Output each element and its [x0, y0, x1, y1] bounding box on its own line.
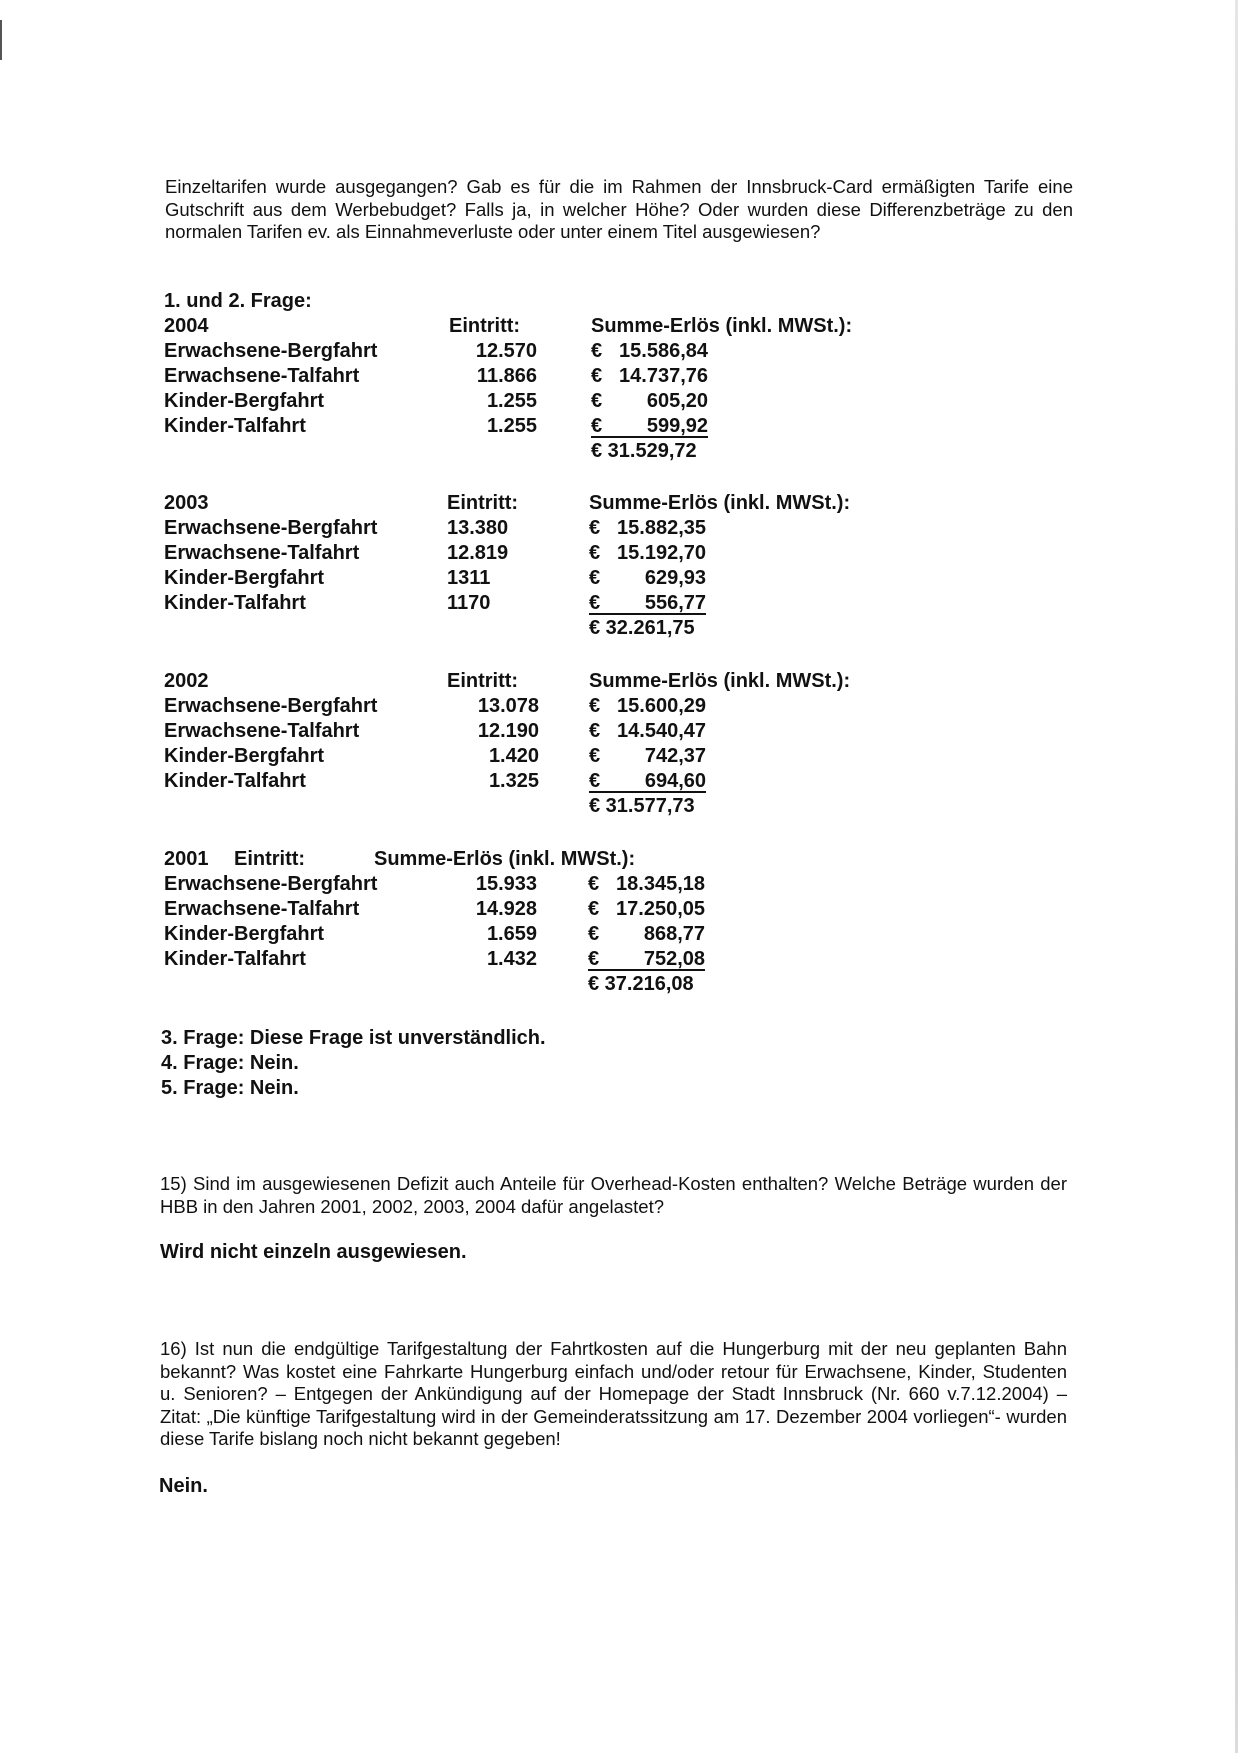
table-row — [162, 364, 922, 389]
row-currency: € — [588, 898, 600, 920]
sum-header: Summe-Erlös (inkl. MWSt.): — [589, 670, 851, 692]
intro-paragraph: Einzeltarifen wurde ausgegangen? Gab es für die im Rahmen der Innsbruck-Card ermäßigten Tarife eine Gutschrift aus dem Werbebudget? Falls ja, in welcher Höhe? Oder wurden diese Differenzbeträge zu den normalen Tarifen ev. als Einnahmeverluste oder unter einem Titel ausgewiesen? — [165, 176, 1073, 242]
row-amount: 14.737,76 — [619, 365, 708, 387]
year-header-row — [162, 669, 922, 694]
row-label: Erwachsene-Talfahrt — [164, 898, 360, 920]
table-row — [162, 516, 922, 541]
total-row — [162, 439, 922, 464]
year-label: 2001 — [164, 848, 209, 870]
row-count: 12.570 — [475, 340, 537, 362]
row-label: Kinder-Talfahrt — [164, 592, 306, 614]
row-amount: 15.586,84 — [619, 340, 708, 362]
entry-header: Eintritt: — [447, 492, 519, 514]
row-currency: € — [588, 873, 600, 895]
row-label: Kinder-Bergfahrt — [164, 567, 325, 589]
row-currency: € — [588, 923, 600, 945]
question-15: 15) Sind im ausgewiesenen Defizit auch Anteile für Overhead-Kosten enthalten? Welche Beträge wurden der HBB in den Jahren 2001, 2002, 2003, 2004 dafür angelastet? — [160, 1173, 1067, 1217]
row-label: Kinder-Bergfahrt — [164, 923, 325, 945]
year-block-2001 — [162, 847, 922, 997]
row-count: 12.190 — [477, 720, 539, 742]
row-currency: € — [589, 695, 601, 717]
row-money — [589, 769, 706, 793]
entry-header: Eintritt: — [449, 315, 521, 337]
row-amount: 868,77 — [643, 923, 705, 945]
row-count: 1.255 — [486, 415, 537, 437]
year-label: 2002 — [164, 670, 209, 692]
row-amount: 14.540,47 — [617, 720, 706, 742]
table-row — [162, 389, 922, 414]
sum-header: Summe-Erlös (inkl. MWSt.): — [589, 492, 851, 514]
year-label: 2004 — [164, 315, 209, 337]
row-amount: 629,93 — [644, 567, 706, 589]
year-header-row — [162, 314, 922, 339]
row-label: Kinder-Talfahrt — [164, 948, 306, 970]
row-count: 13.078 — [477, 695, 539, 717]
table-row — [162, 719, 922, 744]
row-amount: 15.600,29 — [617, 695, 706, 717]
row-label: Erwachsene-Talfahrt — [164, 720, 360, 742]
row-currency: € — [588, 948, 600, 970]
row-label: Erwachsene-Bergfahrt — [164, 340, 378, 362]
total-amount: € 31.529,72 — [591, 440, 697, 462]
answer-q5: 5. Frage: Nein. — [161, 1077, 299, 1099]
table-row — [162, 744, 922, 769]
row-currency: € — [589, 745, 601, 767]
sum-header: Summe-Erlös (inkl. MWSt.): — [591, 315, 853, 337]
row-label: Kinder-Talfahrt — [164, 770, 306, 792]
row-currency: € — [591, 390, 603, 412]
row-currency: € — [589, 542, 601, 564]
row-money — [591, 414, 708, 438]
row-count: 1.659 — [486, 923, 537, 945]
row-amount: 15.882,35 — [617, 517, 706, 539]
table-row — [162, 591, 922, 616]
scan-edge-mark — [0, 20, 2, 60]
row-label: Erwachsene-Talfahrt — [164, 542, 360, 564]
answer-q3: 3. Frage: Diese Frage ist unverständlich. — [161, 1027, 546, 1049]
row-count: 15.933 — [475, 873, 537, 895]
total-amount: € 32.261,75 — [589, 617, 695, 639]
table-row — [162, 947, 922, 972]
entry-header: Eintritt: — [234, 848, 306, 870]
answer-15: Wird nicht einzeln ausgewiesen. — [160, 1241, 467, 1263]
row-amount: 18.345,18 — [616, 873, 705, 895]
row-currency: € — [589, 720, 601, 742]
sum-header: Summe-Erlös (inkl. MWSt.): — [374, 848, 636, 870]
row-money — [588, 947, 705, 971]
row-amount: 752,08 — [643, 948, 705, 970]
row-amount: 605,20 — [646, 390, 708, 412]
row-currency: € — [589, 567, 601, 589]
row-currency: € — [591, 415, 603, 437]
row-currency: € — [589, 517, 601, 539]
table-row — [162, 872, 922, 897]
row-currency: € — [589, 592, 601, 614]
row-count: 1.255 — [486, 390, 537, 412]
year-header-row — [162, 491, 922, 516]
total-row — [162, 616, 922, 641]
row-label: Erwachsene-Bergfahrt — [164, 873, 378, 895]
row-label: Kinder-Bergfahrt — [164, 745, 325, 767]
row-currency: € — [591, 365, 603, 387]
row-amount: 694,60 — [644, 770, 706, 792]
row-count: 1170 — [447, 592, 491, 614]
row-count: 14.928 — [475, 898, 537, 920]
entry-header: Eintritt: — [447, 670, 519, 692]
row-count: 1.432 — [486, 948, 537, 970]
row-amount: 15.192,70 — [617, 542, 706, 564]
table-row — [162, 694, 922, 719]
total-amount: € 31.577,73 — [589, 795, 695, 817]
answer-16: Nein. — [159, 1475, 208, 1497]
table-row — [162, 566, 922, 591]
row-currency: € — [591, 340, 603, 362]
row-amount: 742,37 — [644, 745, 706, 767]
table-row — [162, 541, 922, 566]
year-label: 2003 — [164, 492, 209, 514]
question-16: 16) Ist nun die endgültige Tarifgestaltung der Fahrtkosten auf die Hungerburg mit der neu geplanten Bahn bekannt? Was kostet eine Fahrkarte Hungerburg einfach und/oder retour für Erwachsene, Kinder, Studenten u. Senioren? – Entgegen der Ankündigung auf der Homepage der Stadt Innsbruck (Nr. 660 v.7.12.2004) – Zitat: „Die künftige Tarifgestaltung wird in der Gemeinderatssitzung am 17. Dezember 2004 vorliegen“- wurden diese Tarife bislang noch nicht bekannt gegeben! — [160, 1338, 1067, 1449]
table-row — [162, 414, 922, 439]
row-count: 1.420 — [488, 745, 539, 767]
row-label: Kinder-Bergfahrt — [164, 390, 325, 412]
row-currency: € — [589, 770, 601, 792]
table-row — [162, 769, 922, 794]
row-label: Erwachsene-Talfahrt — [164, 365, 360, 387]
year-header-row — [162, 847, 922, 872]
year-block-2003 — [162, 491, 922, 641]
frage-1-2-heading: 1. und 2. Frage: — [164, 290, 312, 312]
year-block-2004 — [162, 314, 922, 464]
table-row — [162, 922, 922, 947]
row-money — [589, 591, 706, 615]
total-amount: € 37.216,08 — [588, 973, 694, 995]
row-label: Erwachsene-Bergfahrt — [164, 695, 378, 717]
row-amount: 17.250,05 — [616, 898, 705, 920]
table-row — [162, 339, 922, 364]
row-count: 11.866 — [476, 365, 537, 387]
table-row — [162, 897, 922, 922]
row-count: 1.325 — [488, 770, 539, 792]
row-label: Erwachsene-Bergfahrt — [164, 517, 378, 539]
row-count: 13.380 — [447, 517, 509, 539]
total-row — [162, 794, 922, 819]
year-block-2002 — [162, 669, 922, 819]
total-row — [162, 972, 922, 997]
answer-q4: 4. Frage: Nein. — [161, 1052, 299, 1074]
row-label: Kinder-Talfahrt — [164, 415, 306, 437]
row-count: 1311 — [447, 567, 491, 589]
row-amount: 599,92 — [646, 415, 708, 437]
row-amount: 556,77 — [644, 592, 706, 614]
scan-edge-shadow — [1235, 0, 1238, 1753]
row-count: 12.819 — [447, 542, 509, 564]
